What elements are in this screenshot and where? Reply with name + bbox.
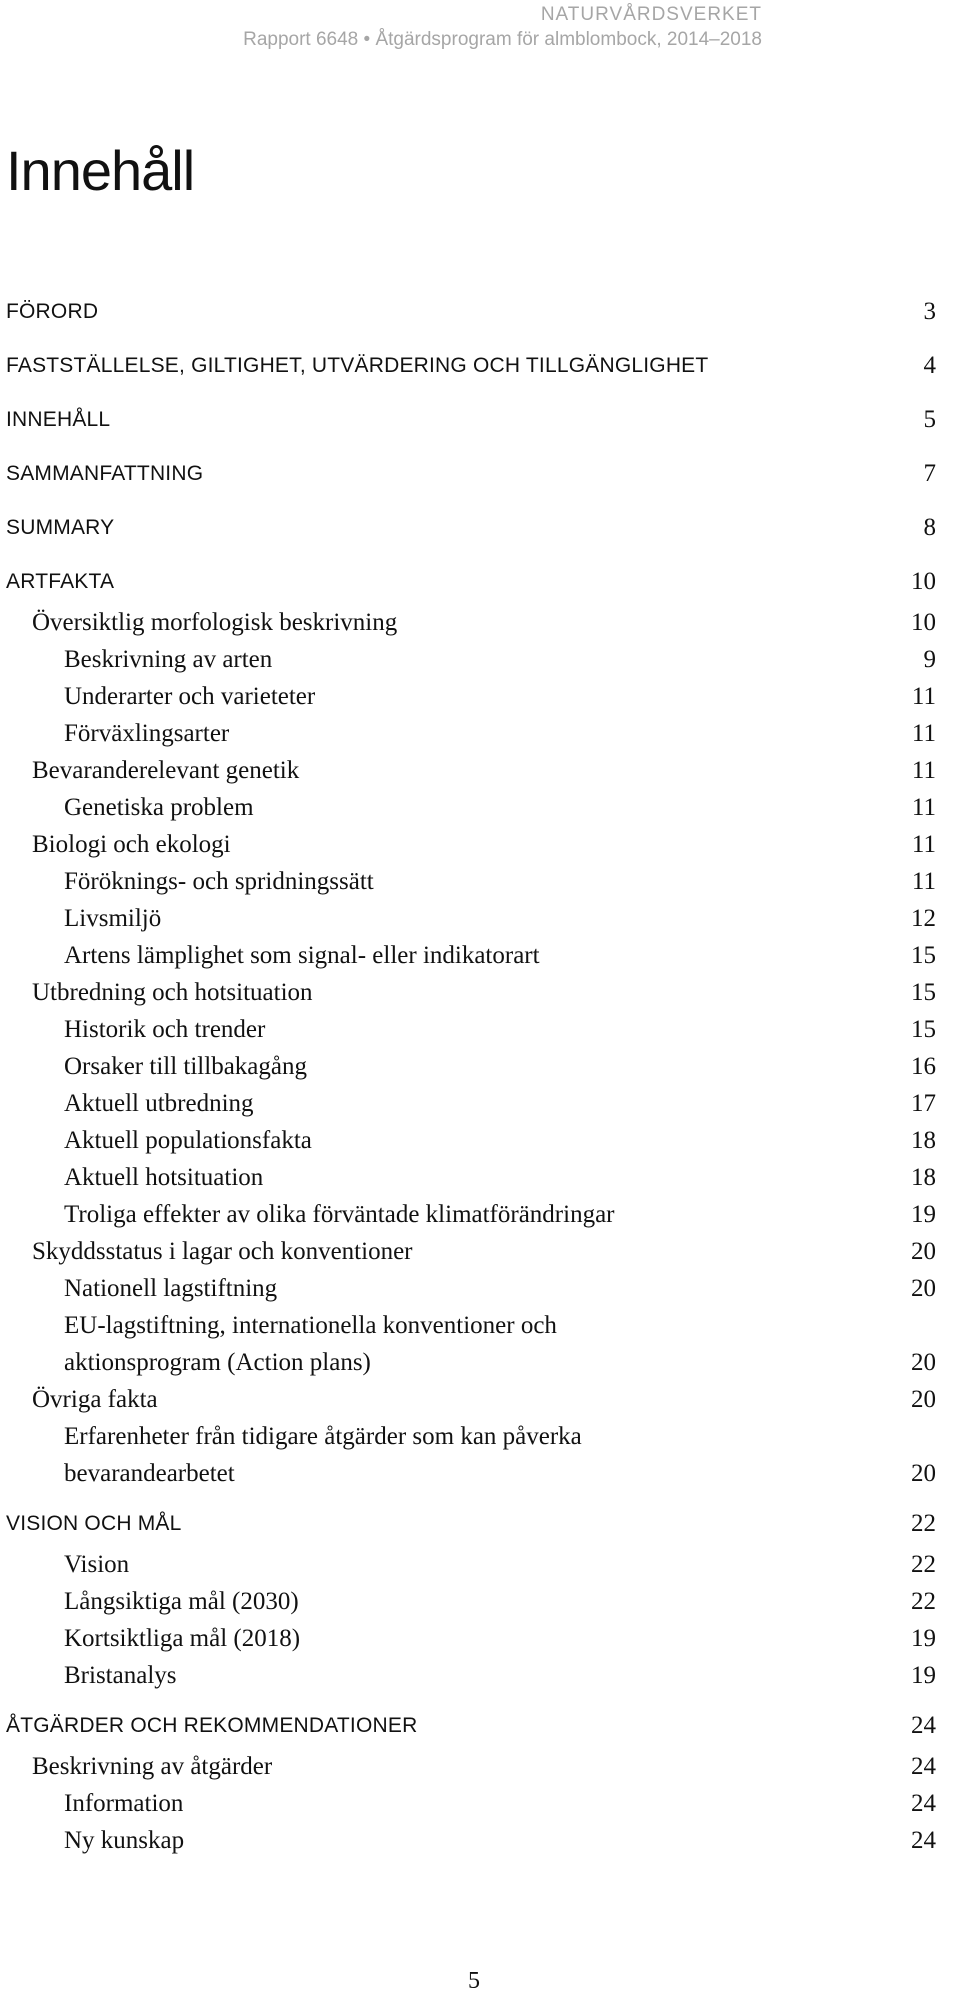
toc-page-number: 11 bbox=[911, 794, 936, 821]
toc-page-number: 24 bbox=[911, 1712, 936, 1739]
toc-entry-label: Genetiska problem bbox=[64, 794, 254, 821]
toc-entry-label: aktionsprogram (Action plans) bbox=[64, 1349, 371, 1376]
toc-entry-label: Underarter och varieteter bbox=[64, 683, 316, 710]
toc-page-number: 10 bbox=[911, 609, 936, 636]
toc-entry-label: Skyddsstatus i lagar och konventioner bbox=[32, 1238, 413, 1265]
toc-page-number: 16 bbox=[911, 1053, 936, 1080]
toc-page-number: 20 bbox=[911, 1460, 936, 1487]
toc-page-number: 12 bbox=[911, 905, 936, 932]
toc-entry-label: SUMMARY bbox=[6, 516, 115, 539]
toc-page-number: 18 bbox=[911, 1164, 936, 1191]
header-report-title: Rapport 6648 • Åtgärdsprogram för almblombock, 2014–2018 bbox=[243, 29, 762, 50]
toc-page-number: 19 bbox=[911, 1662, 936, 1689]
toc-page-number: 10 bbox=[911, 568, 936, 595]
toc-entry-label: Vision bbox=[64, 1551, 130, 1578]
toc-page-number: 22 bbox=[911, 1510, 936, 1537]
toc-entry-label: ARTFAKTA bbox=[6, 570, 115, 593]
toc-page-number: 5 bbox=[923, 406, 936, 433]
toc-page-number: 19 bbox=[911, 1625, 936, 1652]
toc-entry-label: SAMMANFATTNING bbox=[6, 462, 204, 485]
toc-entry-label: FASTSTÄLLELSE, GILTIGHET, UTVÄRDERING OCH TILLGÄNGLIGHET bbox=[6, 354, 709, 377]
toc-page-number: 20 bbox=[911, 1349, 936, 1376]
toc-entry-label: bevarandearbetet bbox=[64, 1460, 235, 1487]
toc-entry-label: Föröknings- och spridningssätt bbox=[64, 868, 374, 895]
toc-entry-label: Historik och trender bbox=[64, 1016, 266, 1043]
page-number: 5 bbox=[468, 1968, 480, 1994]
toc-page-number: 24 bbox=[911, 1790, 936, 1817]
toc-page-number: 4 bbox=[923, 352, 936, 379]
toc-entry-label: VISION OCH MÅL bbox=[6, 1512, 182, 1535]
toc-entry-label: FÖRORD bbox=[6, 300, 99, 323]
toc-entry-label: Livsmiljö bbox=[64, 905, 162, 932]
toc-page-number: 11 bbox=[911, 831, 936, 858]
toc-page-number: 20 bbox=[911, 1238, 936, 1265]
toc-entry-label: Orsaker till tillbakagång bbox=[64, 1053, 307, 1080]
toc-page-number: 11 bbox=[911, 683, 936, 710]
toc-entry-label: Aktuell utbredning bbox=[64, 1090, 254, 1117]
toc-page-number: 24 bbox=[911, 1753, 936, 1780]
toc-entry-label: Bevaranderelevant genetik bbox=[32, 757, 300, 784]
toc-entry-label: Bristanalys bbox=[64, 1662, 177, 1689]
toc-entry-label: Aktuell populationsfakta bbox=[64, 1127, 312, 1154]
toc-entry-label: ÅTGÄRDER OCH REKOMMENDATIONER bbox=[6, 1714, 418, 1737]
toc-entry-label: Långsiktiga mål (2030) bbox=[64, 1588, 299, 1615]
toc-page-number: 9 bbox=[923, 646, 936, 673]
running-header bbox=[243, 0, 762, 52]
toc-entry-label: Nationell lagstiftning bbox=[64, 1275, 278, 1302]
toc-entry-label: Troliga effekter av olika förväntade klimatförändringar bbox=[64, 1201, 615, 1228]
page-title: Innehåll bbox=[6, 139, 195, 202]
toc-entry-label: Biologi och ekologi bbox=[32, 831, 231, 858]
toc-entry-label: Övriga fakta bbox=[32, 1386, 158, 1413]
toc-entry-label: Förväxlingsarter bbox=[64, 720, 230, 747]
toc-page-number: 22 bbox=[911, 1588, 936, 1615]
toc-entry-label: Beskrivning av arten bbox=[64, 646, 273, 673]
toc-page-number: 7 bbox=[923, 460, 936, 487]
toc-entry-label: Erfarenheter från tidigare åtgärder som kan påverka bbox=[64, 1423, 582, 1450]
toc-page-number: 20 bbox=[911, 1275, 936, 1302]
toc-entry-label: EU-lagstiftning, internationella konventioner och bbox=[64, 1312, 557, 1339]
toc-page-number: 22 bbox=[911, 1551, 936, 1578]
toc-entry-label: Artens lämplighet som signal- eller indikatorart bbox=[64, 942, 540, 969]
toc-page-number: 15 bbox=[911, 979, 936, 1006]
toc-entry-label: Information bbox=[64, 1790, 184, 1817]
toc-page-number: 18 bbox=[911, 1127, 936, 1154]
header-organization: NATURVÅRDSVERKET bbox=[540, 4, 762, 25]
toc-entry-label: INNEHÅLL bbox=[6, 408, 111, 431]
toc-entry-label: Ny kunskap bbox=[64, 1827, 185, 1854]
toc-page-number: 11 bbox=[911, 868, 936, 895]
toc-page-number: 11 bbox=[911, 757, 936, 784]
toc-page-number: 15 bbox=[911, 1016, 936, 1043]
toc-page-number: 20 bbox=[911, 1386, 936, 1413]
toc-entry-label: Översiktlig morfologisk beskrivning bbox=[32, 609, 398, 636]
toc-page-number: 19 bbox=[911, 1201, 936, 1228]
toc-entry-label: Aktuell hotsituation bbox=[64, 1164, 264, 1191]
toc-page-number: 15 bbox=[911, 942, 936, 969]
toc-entry-label: Utbredning och hotsituation bbox=[32, 979, 313, 1006]
toc-entry-label: Beskrivning av åtgärder bbox=[32, 1753, 273, 1780]
toc-page-number: 8 bbox=[923, 514, 936, 541]
toc-page-number: 3 bbox=[923, 298, 936, 325]
toc-entry-label: Kortsiktliga mål (2018) bbox=[64, 1625, 301, 1652]
toc-page-number: 17 bbox=[911, 1090, 936, 1117]
toc-page-number: 24 bbox=[911, 1827, 936, 1854]
toc-page-number: 11 bbox=[911, 720, 936, 747]
